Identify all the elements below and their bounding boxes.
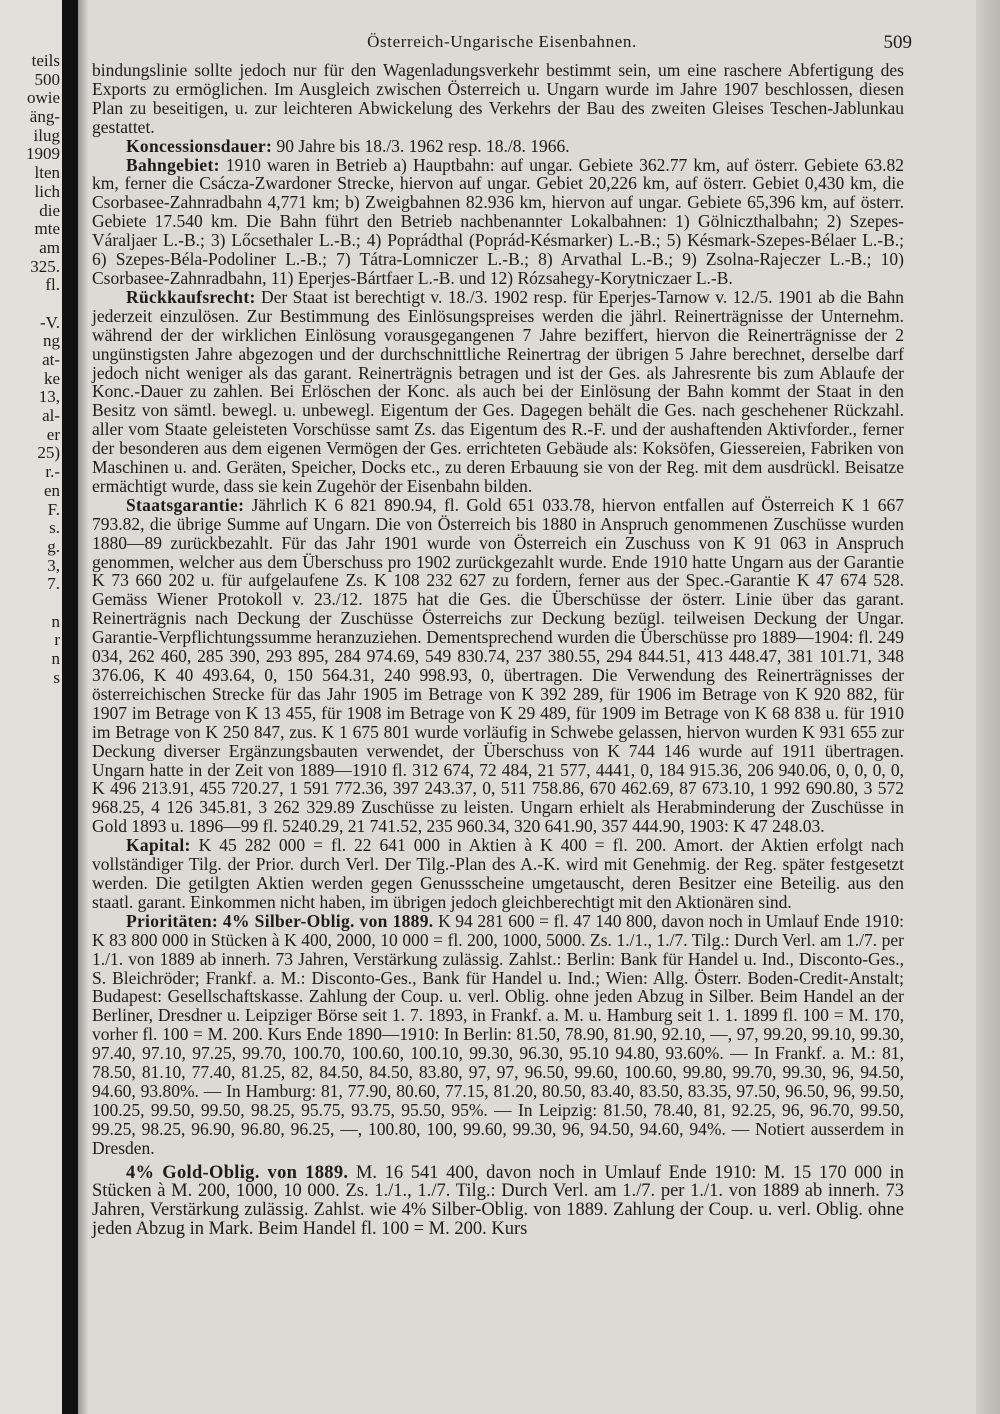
paragraph-bahngebiet [92, 156, 904, 288]
margin-fragment: 13, [38, 388, 60, 407]
paragraph-kapital [92, 836, 904, 912]
section-heading: 4% Gold-Oblig. von 1889. [126, 1162, 349, 1183]
margin-fragment: lten [34, 164, 60, 183]
margin-fragment: ng [43, 332, 60, 351]
running-head: Österreich-Ungarische Eisenbahnen. [367, 32, 637, 51]
margin-fragment: s [53, 668, 60, 687]
page-edge [976, 0, 1000, 1414]
paragraph-staatsgarantie [92, 496, 904, 836]
page-gutter [78, 0, 88, 1414]
margin-fragment: r.- [45, 463, 60, 482]
paragraph-text: 1910 waren in Betrieb a) Hauptbahn: auf ungar. Gebiete 362.77 km, auf österr. Gebiete 63.82 km, ferner die Csácza-Zwardoner Strecke, hiervon auf ungar. Gebiet 20,226 km, auf österr. Gebiet 0,430 km, die Csorbasee-Zahnradbahn 4,771 km; b) Zweigbahnen 82.936 km, hiervon auf ungar. Gebiete 65,396 km, auf österr. Gebiete 17.540 km. Die Bahn führt den Betrieb nachbenannter Lokalbahnen: 1) Gölniczthalbahn; 2) Szepes-Váraljaer L.-B.; 3) Lőcsethaler L.-B.; 4) Poprádthal (Poprád-Késmarker) L.-B.; 5) Késmark-Szepes-Bélaer L.-B.; 6) Szepes-Béla-Podoliner L.-B.; 7) Tátra-Lomniczer L.-B.; 8) Arvathal L.-B.; 9) Zsolna-Rajeczer L.-B.; 10) Csorbasee-Zahnradbahn, 11) Eperjes-Bártfaer L.-B. und 12) Rózsahegy-Korytniczaer L.-B. [92, 154, 904, 288]
margin-fragment [0, 594, 60, 613]
margin-fragment: am [39, 238, 60, 257]
book-binding-shadow [62, 0, 78, 1414]
margin-fragment: er [46, 425, 60, 444]
margin-fragment: 3, [47, 556, 60, 575]
margin-fragment: lich [34, 182, 60, 201]
paragraph-text: K 45 282 000 = fl. 22 641 000 in Aktien à K 400 = fl. 200. Amort. der Aktien erfolgt nach vollständiger Tilg. der Prior. durch Verl. Der Tilg.-Plan des A.-K. wird mit Genehmig. der Reg. später festgesetzt werden. Die getilgten Aktien werden gegen Genussscheine umgetauscht, deren Besitzer eine Beteilig. aus den staatl. garant. Einkommen nicht haben, im übrigen jedoch gleichberechtigt mit den Aktionären sind. [92, 835, 904, 912]
section-heading: Koncessionsdauer: [126, 135, 273, 156]
previous-page-text-fragments [0, 52, 60, 687]
margin-fragment: al- [42, 407, 60, 426]
margin-fragment: owie [26, 89, 60, 108]
paragraph-rueckkaufsrecht [92, 288, 904, 496]
margin-fragment: -V. [40, 313, 60, 332]
paragraph-koncessionsdauer [92, 137, 904, 156]
margin-fragment: s. [49, 519, 60, 538]
margin-fragment: g. [47, 537, 60, 556]
margin-fragment: 7. [47, 575, 60, 594]
margin-fragment: teils [31, 52, 60, 70]
margin-fragment: äng- [29, 108, 60, 127]
margin-fragment [0, 295, 60, 314]
margin-fragment: ilug [33, 126, 60, 145]
paragraph-text: Der Staat ist berechtigt v. 18./3. 1902 resp. für Eperjes-Tarnow v. 12./5. 1901 ab die Bahn jederzeit einzulösen. Zur Bestimmung des Einlösungspreises werden die jährl. Reinerträgnisse der Unternehm. während der der wirklichen Einlösung vorausgegangenen 7 Jahre beziffert, hiervon die Reinerträgnisse der 2 ungünstigsten Jahre abgezogen und der durchschnittliche Reinertrag der übrigen 5 Jahre berechnet, derselbe darf jedoch nicht weniger als das garant. Reinerträgnis betragen und ist der Ges. als Jahresrente bis zum Ablaufe der Konc.-Dauer zu zahlen. Bei Erlöschen der Konc. als auch bei der Einlösung der Bahn kommt der Staat in den Besitz von sämtl. bewegl. u. unbewegl. Eigentum der Ges. Dagegen behält die Ges. nach geschehener Rückzahl. aller vom Staate geleisteten Vorschüsse samt Zs. das Eigentum des R.-F. und der aushaftenden Aktivforder., ferner der besonderen aus dem eigenen Vermögen der Ges. errichteten Gebäude als: Koksöfen, Giessereien, Fabriken von Maschinen u. and. Geräten, Speicher, Docks etc., zu deren Erbauung sie von der Reg. mit dem ausdrückl. Beisatze ermächtigt wurde, dass sie kein Zugehör der Eisenbahn bilden. [92, 286, 905, 496]
margin-fragment: 25) [37, 444, 60, 463]
margin-fragment: mte [34, 220, 60, 239]
page-header [92, 32, 912, 54]
margin-fragment: F. [47, 500, 60, 519]
paragraph-intro [92, 61, 904, 137]
section-heading: Kapital: [126, 835, 191, 856]
section-heading: Rückkaufsrecht: [126, 286, 256, 307]
margin-fragment: die [39, 201, 60, 220]
margin-fragment: n [51, 650, 60, 668]
paragraph-text: bindungslinie sollte jedoch nur für den Wagenladungsverkehr bestimmt sein, um eine raschere Abfertigung des Exports zu ermöglichen. Im Ausgleich zwischen Österreich u. Ungarn wurde im Jahre 1907 beschlossen, diesen Plan zu beseitigen, u. zur leichteren Abwickelung des Verkehrs der Bau des zweiten Gleises Teschen-Jablunkau gestattet. [92, 60, 904, 137]
section-heading: Staatsgarantie: [126, 494, 245, 515]
margin-fragment: at- [42, 351, 60, 369]
body-text [92, 61, 904, 1238]
paragraph-silber-oblig [92, 912, 904, 1158]
margin-fragment: r [54, 631, 60, 650]
paragraph-text: K 94 281 600 = fl. 47 140 800, davon noch in Umlauf Ende 1910: K 83 800 000 in Stücken à K 400, 2000, 10 000 = fl. 200, 1000, 5000. Zs. 1./1., 1./7. Tilg.: Durch Verl. am 1./7. per 1./1. von 1889 ab innerh. 73 Jahren, Verstärkung zulässig. Zahlst.: Berlin: Bank für Handel u. Ind., Disconto-Ges., S. Bleichröder; Frankf. a. M.: Disconto-Ges., Bank für Handel u. Ind.; Wien: Allg. Österr. Boden-Credit-Anstalt; Budapest: Gesellschaftskasse. Zahlung der Coup. u. verl. Oblig. ohne jeden Abzug in Silber. Beim Handel an der Berliner, Dresdner u. Leipziger Börse seit 1. 7. 1893, in Frankf. a. M. u. Hamburg seit 1. 1. 1899 fl. 100 = M. 170, vorher fl. 100 = M. 200. Kurs Ende 1890—1910: In Berlin: 81.50, 78.90, 81.90, 92.10, —, 97, 99.20, 99.10, 99.30, 97.40, 97.10, 97.25, 99.70, 100.70, 100.60, 100.10, 99.30, 96.30, 95.10 94.80, 93.60%. — In Frankf. a. M.: 81, 78.50, 81.10, 77.40, 81.25, 82, 84.50, 84.50, 83.80, 97, 97, 96.50, 99.60, 100.60, 99.80, 99.70, 99.30, 96, 94.50, 94.60, 93.80%. — In Hamburg: 81, 77.90, 80.60, 77.15, 81.20, 80.50, 83.40, 83.50, 83.35, 97.50, 96.50, 96, 99.50, 100.25, 99.50, 99.50, 98.25, 95.75, 93.75, 95.50, 95%. — In Leipzig: 81.50, 78.40, 81, 92.25, 96, 96.70, 99.50, 99.25, 98.25, 96.90, 96.80, 96.25, —, 100.80, 100, 99.60, 99.30, 96, 94.50, 94.60, 94%. — Notiert ausserdem in Dresden. [92, 910, 904, 1158]
paragraph-gold-oblig [92, 1164, 904, 1239]
margin-fragment: 500 [34, 70, 60, 89]
margin-fragment: ke [43, 369, 60, 388]
margin-fragment: en [43, 481, 60, 500]
section-heading: Prioritäten: 4% Silber-Oblig. von 1889. [126, 910, 434, 931]
paragraph-text: 90 Jahre bis 18./3. 1962 resp. 18./8. 1966. [276, 135, 570, 156]
section-heading: Bahngebiet: [126, 154, 220, 175]
paragraph-text: Jährlich K 6 821 890.94, fl. Gold 651 033.78, hiervon entfallen auf Österreich K 1 667 793.82, die übrige Summe auf Ungarn. Die von Österreich bis 1880 in Anspruch genommenen Zuschüsse wurden 1880—89 zurückbezahlt. Für das Jahr 1901 wurde von Österreich ein Zuschuss von K 91 063 in Anspruch genommen, welcher aus dem Überschuss pro 1902 zurückgezahlt wurde. Ende 1910 hatte Ungarn aus der Garantie K 73 660 202 u. für aufgelaufene Zs. K 108 232 627 zu fordern, ferner aus der Spec.-Garantie K 47 674 528. Gemäss Wiener Protokoll v. 23./12. 1875 hat die Ges. die Überschüsse der österr. Linie über das garant. Reinerträgnis nach Deckung der Zuschüsse Österreichs zur Deckung bezügl. teilweisen Deckung der Ungar. Garantie-Verpflichtungssumme heranzuziehen. Dementsprechend wurden die Überschüsse pro 1889—1904: fl. 249 034, 262 460, 285 390, 293 895, 284 974.69, 549 830.74, 237 380.55, 294 844.51, 413 448.47, 381 101.71, 348 376.06, K 40 493.64, 0, 150 564.31, 240 998.93, 0, übertragen. Die Verwendung des Reinerträgnisses der österreichischen Strecke für das Jahr 1905 im Betrage von K 392 289, für 1906 im Betrage von K 920 882, für 1907 im Betrage von K 13 455, für 1908 im Betrage von K 29 489, für 1909 im Betrage von K 68 838 u. für 1910 im Betrage von K 250 847, zus. K 1 675 801 wurde vorläufig in Schwebe gelassen, hiervon wurden K 931 655 zur Deckung diverser Ergänzungsbauten verwendet, der Überschuss von K 744 146 wurde auf 1911 übertragen. Ungarn hatte in der Zeit von 1889—1910 fl. 312 674, 72 484, 21 577, 4441, 0, 184 915.36, 206 940.06, 0, 0, 0, 0, K 496 213.91, 455 720.27, 1 591 772.36, 397 243.37, 0, 511 758.86, 670 462.69, 87 673.10, 1 992 690.80, 3 572 968.25, 4 126 345.81, 3 262 329.89 Zuschüsse zu leisten. Ungarn erhielt als Herabminderung der Zuschüsse in Gold 1893 u. 1896—99 fl. 5240.29, 21 741.52, 235 960.34, 320 641.90, 357 444.90, 1903: K 47 248.03. [92, 494, 905, 837]
margin-fragment: 1909 [26, 145, 60, 164]
paragraph-text: M. 16 541 400, davon noch in Umlauf Ende 1910: M. 15 170 000 in Stücken à M. 200, 1000, 10 000. Zs. 1./1., 1./7. Tilg.: Durch Verl. am 1./7. per 1./1. von 1889 ab innerh. 73 Jahren, Verstärkung zulässig. Zahlst. wie 4% Silber-Oblig. von 1889. Zahlung der Coup. u. verl. Oblig. ohne jeden Abzug in Mark. Beim Handel fl. 100 = M. 200. Kurs [92, 1162, 905, 1239]
margin-fragment: 325. [30, 257, 60, 276]
page-number: 509 [883, 32, 912, 53]
margin-fragment: fl. [45, 276, 60, 295]
margin-fragment: n [51, 612, 60, 631]
